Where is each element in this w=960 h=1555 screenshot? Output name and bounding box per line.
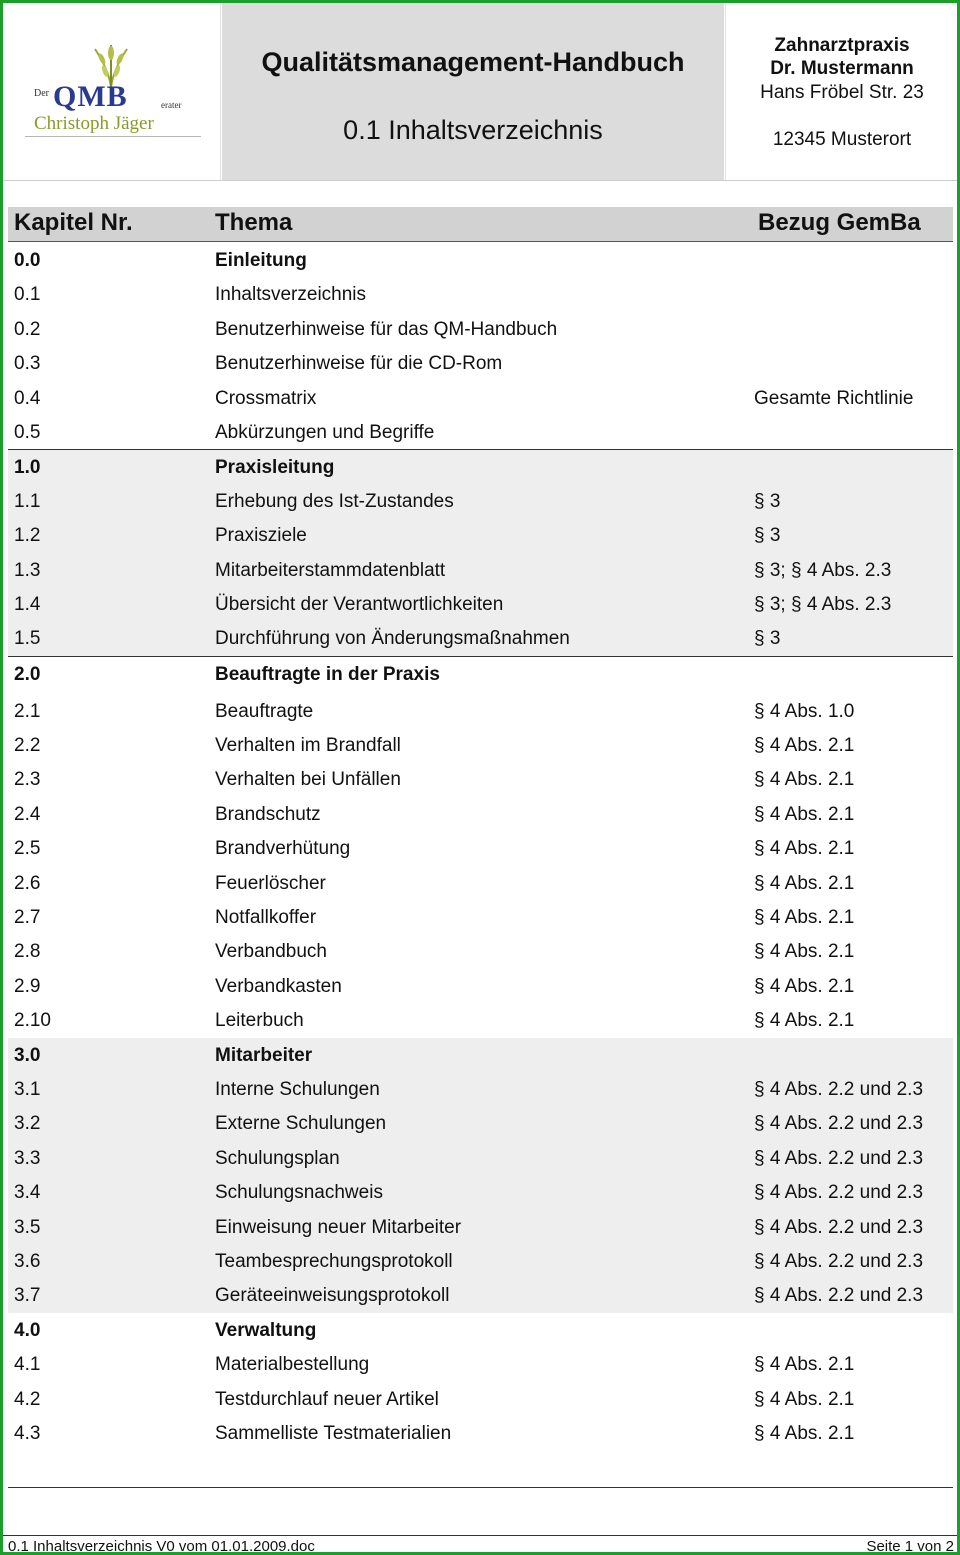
gemba-reference: § 4 Abs. 2.1 <box>754 838 855 860</box>
logo-mark: QMB <box>53 80 128 113</box>
topic: Abkürzungen und Begriffe <box>215 421 435 443</box>
chapter-number: 2.5 <box>14 838 41 860</box>
column-header-thema: Thema <box>215 209 293 236</box>
gemba-reference: § 4 Abs. 2.2 und 2.3 <box>754 1182 924 1204</box>
topic: Brandverhütung <box>215 838 351 860</box>
document-subtitle: 0.1 Inhaltsverzeichnis <box>343 115 603 145</box>
section-row <box>8 449 953 483</box>
table-row <box>8 1278 953 1312</box>
chapter-number: 3.0 <box>14 1044 41 1066</box>
table-row <box>8 866 953 900</box>
topic: Benutzerhinweise für das QM-Handbuch <box>215 318 558 340</box>
topic: Durchführung von Änderungsmaßnahmen <box>215 628 570 650</box>
topic: Beauftragte in der Praxis <box>215 663 440 685</box>
topic: Externe Schulungen <box>215 1113 387 1135</box>
table-row <box>8 518 953 552</box>
topic: Inhaltsverzeichnis <box>215 284 367 306</box>
chapter-number: 3.7 <box>14 1285 41 1307</box>
practice-city: 12345 Musterort <box>772 129 912 150</box>
chapter-number: 3.2 <box>14 1113 41 1135</box>
chapter-number: 0.4 <box>14 387 41 409</box>
chapter-number: 1.4 <box>14 593 41 615</box>
topic: Schulungsplan <box>215 1147 340 1169</box>
logo-name: Christoph Jäger <box>34 113 154 134</box>
topic: Erhebung des Ist-Zustandes <box>215 490 454 512</box>
topic: Materialbestellung <box>215 1354 370 1376</box>
topic: Testdurchlauf neuer Artikel <box>215 1388 439 1410</box>
chapter-number: 4.2 <box>14 1388 41 1410</box>
gemba-reference: § 4 Abs. 2.1 <box>754 1010 855 1032</box>
topic: Leiterbuch <box>215 1010 304 1032</box>
chapter-number: 2.4 <box>14 803 41 825</box>
gemba-reference: § 4 Abs. 2.1 <box>754 872 855 894</box>
gemba-reference: Gesamte Richtlinie <box>754 387 914 409</box>
chapter-number: 1.5 <box>14 628 41 650</box>
document-title: Qualitätsmanagement-Handbuch <box>261 47 685 77</box>
table-row <box>8 1003 953 1037</box>
chapter-number: 3.1 <box>14 1078 41 1100</box>
table-row <box>8 1244 953 1278</box>
chapter-number: 3.4 <box>14 1182 41 1204</box>
footer-divider <box>3 1535 957 1536</box>
table-row <box>8 1141 953 1175</box>
table-row <box>8 762 953 796</box>
topic: Interne Schulungen <box>215 1078 380 1100</box>
logo-prefix: Der <box>34 88 49 99</box>
gemba-reference: § 4 Abs. 2.1 <box>754 735 855 757</box>
topic: Teambesprechungsprotokoll <box>215 1250 453 1272</box>
gemba-reference: § 4 Abs. 2.2 und 2.3 <box>754 1250 924 1272</box>
practice-name-line2: Dr. Mustermann <box>770 58 914 79</box>
logo-divider <box>25 136 201 137</box>
chapter-number: 3.6 <box>14 1250 41 1272</box>
company-logo <box>3 3 221 180</box>
gemba-reference: § 3 <box>754 628 781 650</box>
table-row <box>8 277 953 311</box>
chapter-number: 2.2 <box>14 735 41 757</box>
table-row <box>8 1106 953 1140</box>
topic: Mitarbeiter <box>215 1044 313 1066</box>
section-row <box>8 243 953 277</box>
gemba-reference: § 4 Abs. 2.2 und 2.3 <box>754 1147 924 1169</box>
gemba-reference: § 4 Abs. 2.2 und 2.3 <box>754 1078 924 1100</box>
table-row <box>8 381 953 415</box>
chapter-number: 2.10 <box>14 1010 51 1032</box>
chapter-number: 2.6 <box>14 872 41 894</box>
section-row <box>8 1038 953 1072</box>
table-row <box>8 934 953 968</box>
practice-name-line1: Zahnarztpraxis <box>774 35 910 56</box>
chapter-number: 2.7 <box>14 907 41 929</box>
table-row <box>8 1210 953 1244</box>
table-bottom-rule <box>8 1487 953 1488</box>
gemba-reference: § 3 <box>754 490 781 512</box>
topic: Übersicht der Verantwortlichkeiten <box>215 593 504 615</box>
table-row <box>8 694 953 728</box>
table-row <box>8 728 953 762</box>
gemba-reference: § 3; § 4 Abs. 2.3 <box>754 593 892 615</box>
chapter-number: 1.2 <box>14 525 41 547</box>
topic: Feuerlöscher <box>215 872 326 894</box>
topic: Crossmatrix <box>215 387 317 409</box>
chapter-number: 2.8 <box>14 941 41 963</box>
chapter-number: 3.3 <box>14 1147 41 1169</box>
chapter-number: 1.0 <box>14 457 41 479</box>
topic: Verbandkasten <box>215 975 342 997</box>
table-row <box>8 587 953 621</box>
topic: Brandschutz <box>215 803 321 825</box>
table-row <box>8 415 953 449</box>
chapter-number: 4.1 <box>14 1354 41 1376</box>
chapter-number: 4.0 <box>14 1319 41 1341</box>
chapter-number: 0.0 <box>14 250 41 271</box>
topic: Geräteeinweisungsprotokoll <box>215 1285 450 1307</box>
gemba-reference: § 4 Abs. 2.1 <box>754 1422 855 1444</box>
chapter-number: 2.0 <box>14 663 41 685</box>
topic: Benutzerhinweise für die CD-Rom <box>215 353 503 375</box>
footer-page-number: Seite 1 von 2 <box>866 1538 954 1555</box>
chapter-number: 2.1 <box>14 700 41 722</box>
table-row <box>8 312 953 346</box>
chapter-number: 2.3 <box>14 769 41 791</box>
table-header <box>8 207 953 242</box>
chapter-number: 1.1 <box>14 490 41 512</box>
topic: Einweisung neuer Mitarbeiter <box>215 1216 462 1238</box>
document-header <box>3 3 957 180</box>
chapter-number: 1.3 <box>14 559 41 581</box>
gemba-reference: § 4 Abs. 2.1 <box>754 1354 855 1376</box>
topic: Schulungsnachweis <box>215 1182 383 1204</box>
table-row <box>8 797 953 831</box>
header-divider <box>3 180 957 181</box>
title-block <box>222 3 724 180</box>
chapter-number: 3.5 <box>14 1216 41 1238</box>
column-header-nr: Kapitel Nr. <box>14 209 133 236</box>
chapter-number: 2.9 <box>14 975 41 997</box>
topic: Einleitung <box>215 250 307 271</box>
topic: Verhalten im Brandfall <box>215 735 401 757</box>
table-row <box>8 346 953 380</box>
topic: Verhalten bei Unfällen <box>215 769 401 791</box>
gemba-reference: § 4 Abs. 2.1 <box>754 769 855 791</box>
gemba-reference: § 3 <box>754 525 781 547</box>
practice-address <box>725 3 957 180</box>
chapter-number: 0.1 <box>14 284 41 306</box>
topic: Praxisleitung <box>215 457 335 479</box>
table-row <box>8 1072 953 1106</box>
gemba-reference: § 4 Abs. 2.1 <box>754 941 855 963</box>
gemba-reference: § 4 Abs. 2.2 und 2.3 <box>754 1216 924 1238</box>
gemba-reference: § 4 Abs. 2.1 <box>754 907 855 929</box>
gemba-reference: § 4 Abs. 2.1 <box>754 803 855 825</box>
table-row <box>8 969 953 1003</box>
table-row <box>8 1347 953 1381</box>
table-row <box>8 553 953 587</box>
gemba-reference: § 4 Abs. 2.2 und 2.3 <box>754 1285 924 1307</box>
table-row <box>8 484 953 518</box>
table-row <box>8 621 953 655</box>
table-row <box>8 1175 953 1209</box>
chapter-number: 0.5 <box>14 421 41 443</box>
table-row <box>8 900 953 934</box>
topic: Sammelliste Testmaterialien <box>215 1422 452 1444</box>
gemba-reference: § 4 Abs. 2.1 <box>754 975 855 997</box>
gemba-reference: § 4 Abs. 2.2 und 2.3 <box>754 1113 924 1135</box>
table-row <box>8 1382 953 1416</box>
practice-street: Hans Fröbel Str. 23 <box>760 82 924 103</box>
footer-filename: 0.1 Inhaltsverzeichnis V0 vom 01.01.2009.doc <box>8 1538 315 1555</box>
topic: Verbandbuch <box>215 941 327 963</box>
section-row <box>8 656 953 694</box>
chapter-number: 0.2 <box>14 318 41 340</box>
gemba-reference: § 4 Abs. 2.1 <box>754 1388 855 1410</box>
topic: Notfallkoffer <box>215 907 317 929</box>
topic: Praxisziele <box>215 525 307 547</box>
section-row <box>8 1313 953 1347</box>
table-row <box>8 1416 953 1450</box>
gemba-reference: § 3; § 4 Abs. 2.3 <box>754 559 892 581</box>
chapter-number: 0.3 <box>14 353 41 375</box>
toc-table-body <box>8 243 953 1450</box>
table-row <box>8 831 953 865</box>
topic: Verwaltung <box>215 1319 317 1341</box>
gemba-reference: § 4 Abs. 1.0 <box>754 700 855 722</box>
column-header-bezug: Bezug GemBa <box>758 209 921 236</box>
chapter-number: 4.3 <box>14 1422 41 1444</box>
topic: Mitarbeiterstammdatenblatt <box>215 559 446 581</box>
logo-suffix: erater <box>161 100 182 110</box>
topic: Beauftragte <box>215 700 314 722</box>
